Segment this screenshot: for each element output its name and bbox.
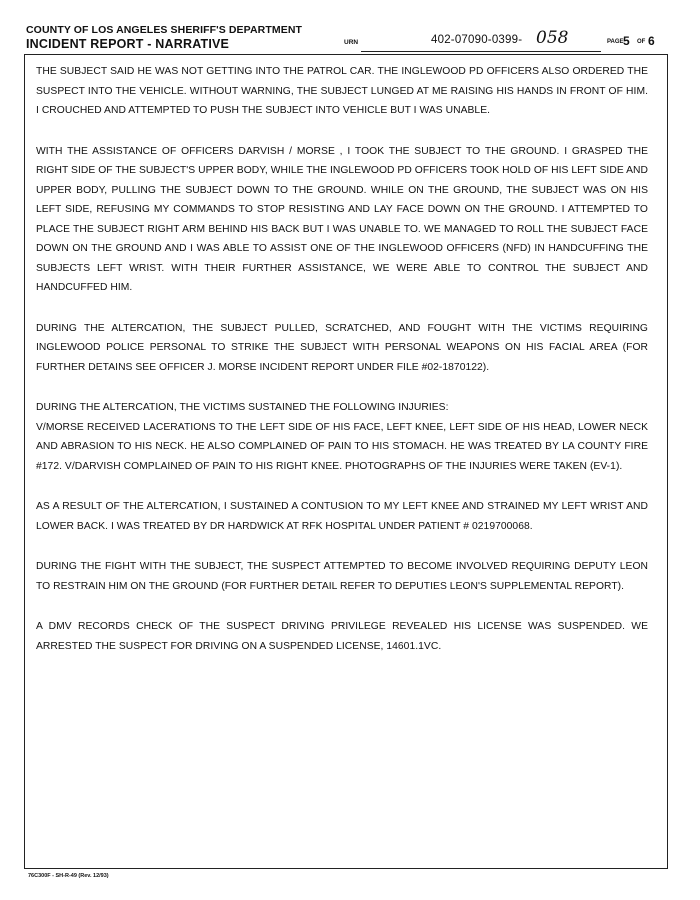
narrative-paragraph-5: AS A RESULT OF THE ALTERCATION, I SUSTAINED A CONTUSION TO MY LEFT KNEE AND STRAINED MY LEFT WRIST AND LOWER BACK. I WAS TREATED BY DR HARDWICK AT RFK HOSPITAL UNDER PATIENT # 0219700068.: [36, 501, 648, 532]
paragraph-spacer: [36, 298, 648, 319]
paragraph-spacer: [36, 377, 648, 398]
injuries-details: V/MORSE RECEIVED LACERATIONS TO THE LEFT SIDE OF HIS FACE, LEFT KNEE, LEFT SIDE OF HIS HEAD, LOWER NECK AND ABRASION TO HIS NECK. HE ALSO COMPLAINED OF PAIN TO HIS STOMACH. HE WAS TREATED BY LA COUNTY FIRE #172. V/DARVISH COMPLAINED OF PAIN TO HIS RIGHT KNEE. PHOTOGRAPHS OF THE INJURIES WERE TAKEN (EV-1).: [36, 421, 648, 472]
paragraph-spacer: [36, 596, 648, 617]
report-title: INCIDENT REPORT - NARRATIVE: [26, 37, 230, 51]
paragraph-spacer: [36, 121, 648, 142]
paragraph-spacer: [36, 476, 648, 497]
narrative-paragraph-7: A DMV RECORDS CHECK OF THE SUSPECT DRIVING PRIVILEGE REVEALED HIS LICENSE WAS SUSPENDED. WE ARRESTED THE SUSPECT FOR DRIVING ON A SUSPENDED LICENSE, 14601.1VC.: [36, 621, 648, 652]
page-label: PAGE: [607, 39, 624, 45]
narrative-paragraph-6: DURING THE FIGHT WITH THE SUBJECT, THE SUSPECT ATTEMPTED TO BECOME INVOLVED REQUIRING DEPUTY LEON TO RESTRAIN HIM ON THE GROUND (FOR FURTHER DETAIL REFER TO DEPUTIES LEON'S SUPPLEMENTAL REPORT).: [36, 561, 648, 592]
report-header: [26, 22, 666, 56]
urn-number: 402-07090-0399-: [431, 34, 523, 46]
narrative-paragraph-1: THE SUBJECT SAID HE WAS NOT GETTING INTO THE PATROL CAR. THE INGLEWOOD PD OFFICERS ALSO ORDERED THE SUSPECT INTO THE VEHICLE. WITHOUT WARNING, THE SUBJECT LUNGED AT ME RAISING HIS HANDS IN FRONT OF HIM. I CROUCHED AND ATTEMPTED TO PUSH THE SUBJECT INTO VEHICLE BUT I WAS UNABLE.: [36, 66, 648, 116]
urn-handwritten-suffix: 058: [536, 28, 569, 48]
injuries-heading: DURING THE ALTERCATION, THE VICTIMS SUSTAINED THE FOLLOWING INJURIES:: [36, 402, 449, 413]
department-name: COUNTY OF LOS ANGELES SHERIFF'S DEPARTMENT: [26, 24, 303, 36]
form-number: 76C300F - SH-R-49 (Rev. 12/93): [28, 873, 109, 879]
page-total: 6: [648, 34, 655, 48]
page-number: 5: [623, 34, 630, 48]
narrative-paragraph-2: WITH THE ASSISTANCE OF OFFICERS DARVISH / MORSE , I TOOK THE SUBJECT TO THE GROUND. I GRASPED THE RIGHT SIDE OF THE SUBJECT'S UPPER BODY, WHILE THE INGLEWOOD PD OFFICERS TOOK HOLD OF HIS LEFT SIDE AND UPPER BODY, PULLING THE SUBJECT DOWN TO THE GROUND. WHILE ON THE GROUND, THE SUBJECT WAS ON HIS LEFT SIDE, REFUSING MY COMMANDS TO STOP RESISTING AND LAY FACE DOWN ON THE GROUND. I ATTEMPTED TO PLACE THE SUBJECT RIGHT ARM BEHIND HIS BACK BUT I WAS UNABLE TO. WE MANAGED TO ROLL THE SUBJECT FACE DOWN ON THE GROUND AND I WAS ABLE TO ASSIST ONE OF THE INGLEWOOD OFFICERS (NFD) IN HANDCUFFING THE SUBJECTS LEFT WRIST. WITH THEIR FURTHER ASSISTANCE, WE WERE ABLE TO CONTROL THE SUBJECT AND HANDCUFFED HIM.: [36, 145, 648, 293]
narrative-body: [36, 62, 648, 656]
urn-label: URN: [344, 39, 359, 46]
narrative-paragraph-3: DURING THE ALTERCATION, THE SUBJECT PULLED, SCRATCHED, AND FOUGHT WITH THE VICTIMS REQUIRING INGLEWOOD POLICE PERSONAL TO STRIKE THE SUBJECT WITH PERSONAL WEAPONS ON HIS FACIAL AREA (FOR FURTHER DETAINS SEE OFFICER J. MORSE INCIDENT REPORT UNDER FILE #02-1870122).: [36, 322, 648, 373]
of-label: OF: [637, 39, 646, 45]
paragraph-spacer: [36, 536, 648, 557]
